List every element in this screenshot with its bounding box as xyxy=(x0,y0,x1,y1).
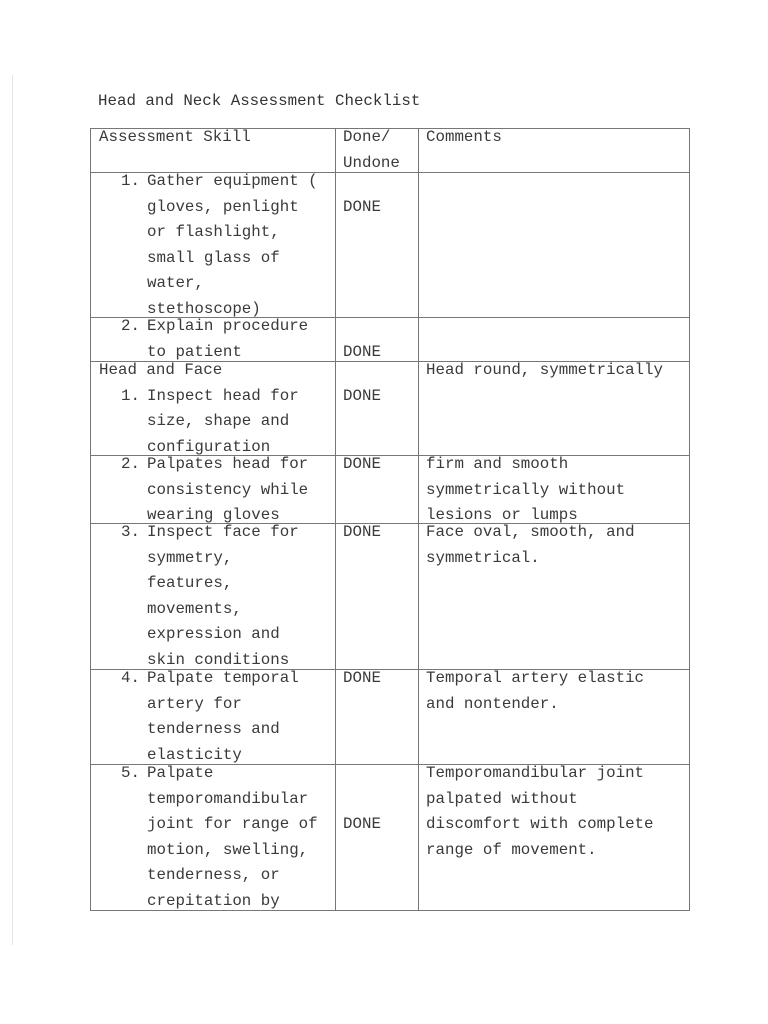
skill-cell xyxy=(91,173,336,317)
done-status: DONE xyxy=(343,523,381,541)
skill-line xyxy=(91,452,335,478)
skill-line xyxy=(91,169,335,195)
done-header: Undone xyxy=(343,153,400,172)
skill-text: wearing gloves xyxy=(147,506,280,524)
skill-line xyxy=(91,812,335,838)
table-row xyxy=(90,764,690,911)
done-cell xyxy=(335,129,419,172)
skill-heading: Head and Face xyxy=(99,361,223,379)
header-row xyxy=(90,128,690,173)
skill-line xyxy=(91,409,335,435)
comment-line: Temporal artery elastic xyxy=(426,669,645,687)
skill-line xyxy=(91,622,335,648)
done-status: DONE xyxy=(343,455,381,473)
comments-cell xyxy=(418,765,689,910)
skill-text: movements, xyxy=(147,599,242,618)
comments-cell xyxy=(418,173,689,317)
comment-line: range of movement. xyxy=(426,840,597,859)
skill-line xyxy=(91,520,335,546)
skill-line xyxy=(91,246,335,272)
skill-line xyxy=(91,692,335,718)
done-status: DONE xyxy=(343,197,381,216)
skill-text: artery for xyxy=(147,694,242,713)
skill-text: joint for range of xyxy=(147,815,318,833)
skill-text: consistency while xyxy=(147,480,309,499)
skill-text: symmetry, xyxy=(147,548,233,567)
skill-line xyxy=(91,220,335,246)
skill-line xyxy=(91,195,335,221)
done-status: DONE xyxy=(343,386,381,405)
comment-line: Face oval, smooth, and xyxy=(426,523,635,541)
skill-line xyxy=(91,838,335,864)
document-title: Head and Neck Assessment Checklist xyxy=(98,92,421,110)
skill-text: Inspect head for xyxy=(147,386,299,405)
done-status: DONE xyxy=(343,342,381,361)
skill-line xyxy=(91,717,335,743)
skill-text: Palpate temporal xyxy=(147,669,299,687)
skill-text: features, xyxy=(147,574,233,592)
skill-cell xyxy=(91,456,336,523)
skill-cell xyxy=(91,129,336,172)
item-number: 1. xyxy=(121,386,140,405)
done-cell xyxy=(335,173,419,317)
comment-line: discomfort with complete xyxy=(426,815,654,833)
skill-cell xyxy=(91,318,336,361)
item-number: 4. xyxy=(121,669,140,687)
skill-text: or flashlight, xyxy=(147,223,280,241)
comment-line: symmetrical. xyxy=(426,548,540,567)
skill-text: expression and xyxy=(147,625,280,643)
skill-text: to patient xyxy=(147,342,242,361)
skill-line xyxy=(91,546,335,572)
done-cell xyxy=(335,524,419,669)
comments-cell xyxy=(418,318,689,361)
skill-text: Inspect face for xyxy=(147,523,299,541)
done-status xyxy=(335,761,418,787)
skill-line xyxy=(91,761,335,787)
skill-text: gloves, penlight xyxy=(147,197,299,216)
skill-text: elasticity xyxy=(147,745,242,764)
done-status: DONE xyxy=(343,815,381,833)
skill-text: configuration xyxy=(147,437,271,456)
skill-line xyxy=(91,863,335,889)
skill-text: stethoscope) xyxy=(147,299,261,318)
comment-line: lesions or lumps xyxy=(426,506,578,524)
table-row xyxy=(90,455,690,524)
item-number: 3. xyxy=(121,523,140,541)
comments-cell xyxy=(418,456,689,523)
comment-line: palpated without xyxy=(426,789,578,808)
comment-line: symmetrically without xyxy=(426,480,626,499)
done-cell xyxy=(335,362,419,455)
comment-line: and nontender. xyxy=(426,694,559,713)
done-status xyxy=(335,314,418,340)
skill-line xyxy=(91,597,335,623)
skill-text: size, shape and xyxy=(147,412,290,430)
skill-text: small glass of xyxy=(147,248,280,267)
item-number: 2. xyxy=(121,455,140,473)
item-number: 5. xyxy=(121,764,140,782)
item-number: 2. xyxy=(121,317,140,335)
page-edge xyxy=(12,75,13,945)
skill-cell xyxy=(91,362,336,455)
skill-line xyxy=(91,271,335,297)
skill-line xyxy=(91,478,335,504)
skill-line xyxy=(91,571,335,597)
skill-line xyxy=(91,384,335,410)
comments-header: Comments xyxy=(426,128,502,146)
skill-text: motion, swelling, xyxy=(147,840,309,859)
skill-cell xyxy=(91,524,336,669)
done-header: Done/ xyxy=(343,128,391,146)
comment-line: Head round, symmetrically xyxy=(426,361,663,379)
skill-line xyxy=(91,314,335,340)
done-cell xyxy=(335,456,419,523)
skill-cell xyxy=(91,765,336,910)
done-status xyxy=(335,358,418,384)
table-row xyxy=(90,172,690,318)
item-number: 1. xyxy=(121,172,140,190)
comments-cell xyxy=(418,362,689,455)
skill-text: crepitation by xyxy=(147,891,280,910)
skill-text: skin conditions xyxy=(147,650,290,669)
skill-text: water, xyxy=(147,274,204,292)
table-row xyxy=(90,669,690,765)
skill-line xyxy=(91,787,335,813)
table-row xyxy=(90,317,690,362)
comments-cell xyxy=(418,524,689,669)
done-status: DONE xyxy=(343,669,381,687)
done-status xyxy=(335,787,418,813)
comments-cell xyxy=(418,129,689,172)
done-status xyxy=(335,169,418,195)
comments-cell xyxy=(418,670,689,764)
skill-line xyxy=(91,889,335,915)
skill-line xyxy=(91,666,335,692)
done-cell xyxy=(335,318,419,361)
skill-text: Palpates head for xyxy=(147,455,309,473)
skill-text: tenderness, or xyxy=(147,866,280,884)
skill-text: temporomandibular xyxy=(147,789,309,808)
skill-text: Gather equipment ( xyxy=(147,172,318,190)
done-cell xyxy=(335,765,419,910)
comment-line: firm and smooth xyxy=(426,455,569,473)
skill-text: Palpate xyxy=(147,764,214,782)
table-row xyxy=(90,361,690,456)
comment-line: Temporomandibular joint xyxy=(426,764,645,782)
table-row xyxy=(90,523,690,670)
skill-text: Explain procedure xyxy=(147,317,309,335)
done-cell xyxy=(335,670,419,764)
skill-text: tenderness and xyxy=(147,720,280,738)
skill-cell xyxy=(91,670,336,764)
skill-heading: Assessment Skill xyxy=(99,128,251,146)
